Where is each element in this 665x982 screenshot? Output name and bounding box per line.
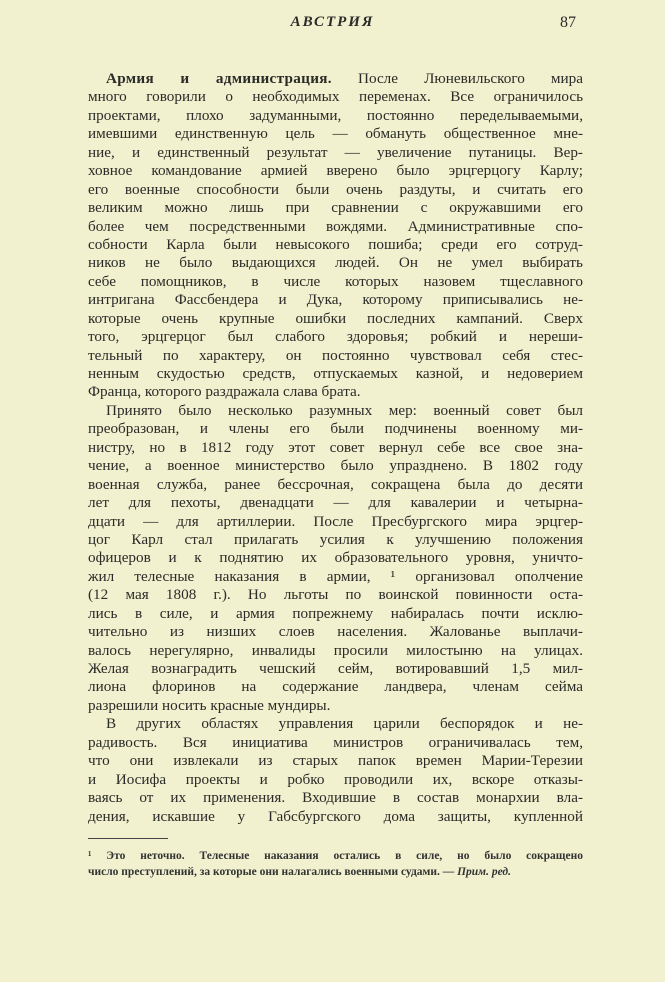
text-line: преобразован, и члены его были подчинены военному ми- [88, 420, 583, 438]
text-line [88, 70, 583, 88]
text-line: офицеров и к поднятию их образовательного уровня, уничто- [88, 549, 583, 567]
text-line: дцати — для артиллерии. После Пресбургского мира эрцгер- [88, 512, 583, 530]
text-line: ваясь от их применения. Входившие в состав монархии вла- [88, 789, 583, 807]
text-line: (12 мая 1808 г.). Но льготы по воинской повинности оста- [88, 586, 583, 604]
text-line: себе помощников, в числе которых назовем тщеславного [88, 272, 583, 290]
editor-note-sign: Прим. ред. [457, 866, 511, 878]
text-line: лет для пехоты, двенадцати — для кавалерии и четырна- [88, 494, 583, 512]
text-line: великим можно лишь при сравнении с окружавшими его [88, 199, 583, 217]
text-line: лиона флоринов на содержание ландвера, членам сейма [88, 678, 583, 696]
text-line: его военные способности были очень раздуты, и считать его [88, 180, 583, 198]
text-line: военная служба, ранее бессрочная, сокращена была до десяти [88, 475, 583, 493]
text-line: интригана Фассбендера и Дука, которому приписывались не- [88, 291, 583, 309]
footnote [88, 848, 583, 880]
text-line: много говорили о необходимых переменах. Все ограничилось [88, 88, 583, 106]
text-line: нистру, но в 1812 году этот совет вернул себе все свое зна- [88, 438, 583, 456]
footnote-text: число преступлений, за которые они налагались военными судами. — [88, 866, 458, 878]
page-number: 87 [560, 14, 576, 31]
text-line: валось нерегулярно, инвалиды просили милостыню на улицах. [88, 641, 583, 659]
text-line: тельный по характеру, он постоянно чувствовал себя стес- [88, 346, 583, 364]
text-line: того, эрцгерцог был слабого здоровья; робкий и нереши- [88, 328, 583, 346]
text-line: ненным скудостью средств, отпускаемых казной, и недоверием [88, 365, 583, 382]
text-line: чительно из низших слоев населения. Жалованье выплачи- [88, 623, 583, 641]
text-line: Желая вознаградить чешский сейм, вотировавший 1,5 мил- [88, 660, 583, 677]
text-line: ние, и единственный результат — увеличение путаницы. Вер- [88, 143, 583, 161]
text-line: чение, а военное министерство было упразднено. В 1802 году [88, 457, 583, 475]
text-line: ховное командование армией вверено было эрцгерцогу Карлу; [88, 162, 583, 180]
text-line: проектами, плохо задуманными, постоянно переделываемыми, [88, 106, 583, 124]
text-line: что они извлекали из старых папок времен Марии-Терезии [88, 752, 583, 770]
text-line: Франца, которого раздражала слава брата. [88, 383, 361, 401]
text-line: которые очень крупные ошибки последних кампаний. Сверх [88, 309, 583, 327]
footnote-line: ¹ Это неточно. Телесные наказания остались в силе, но было сокращено [88, 850, 583, 862]
text-line: Принято было несколько разумных мер: военный совет был [106, 401, 583, 419]
text-line: разрешили носить красные мундиры. [88, 696, 331, 714]
section-heading: Армия и администрация. [106, 70, 332, 87]
text-line: более чем посредственными вождями. Административные спо- [88, 217, 583, 235]
footnote-divider [88, 838, 168, 839]
text-line: собности Карла были невысокого пошиба; среди его сотруд- [88, 235, 583, 253]
heading-line-rest: После Люневильского мира [331, 70, 583, 87]
text-line: цог Карл стал прилагать усилия к улучшению положения [88, 530, 583, 548]
footnote-line [88, 864, 583, 880]
text-line: В других областях управления царили беспорядок и не- [106, 715, 583, 733]
text-line: радивость. Вся инициатива министров ограничивалась тем, [88, 733, 583, 751]
body-text [88, 70, 583, 826]
text-line: жил телесные наказания в армии, ¹ организовал ополчение [88, 567, 583, 585]
text-line: дения, искавшие у Габсбургского дома защиты, купленной [88, 807, 583, 825]
text-line: ников не было выдающихся людей. Он не умел выбирать [88, 254, 583, 272]
running-title: АВСТРИЯ [290, 14, 375, 30]
text-line: лись в силе, и армия попрежнему набиралась почти исклю- [88, 604, 583, 622]
text-line: и Иосифа проекты и робко проводили их, вскоре отказы- [88, 770, 583, 788]
text-line: имевшими единственную цель — обмануть общественное мне- [88, 125, 583, 143]
